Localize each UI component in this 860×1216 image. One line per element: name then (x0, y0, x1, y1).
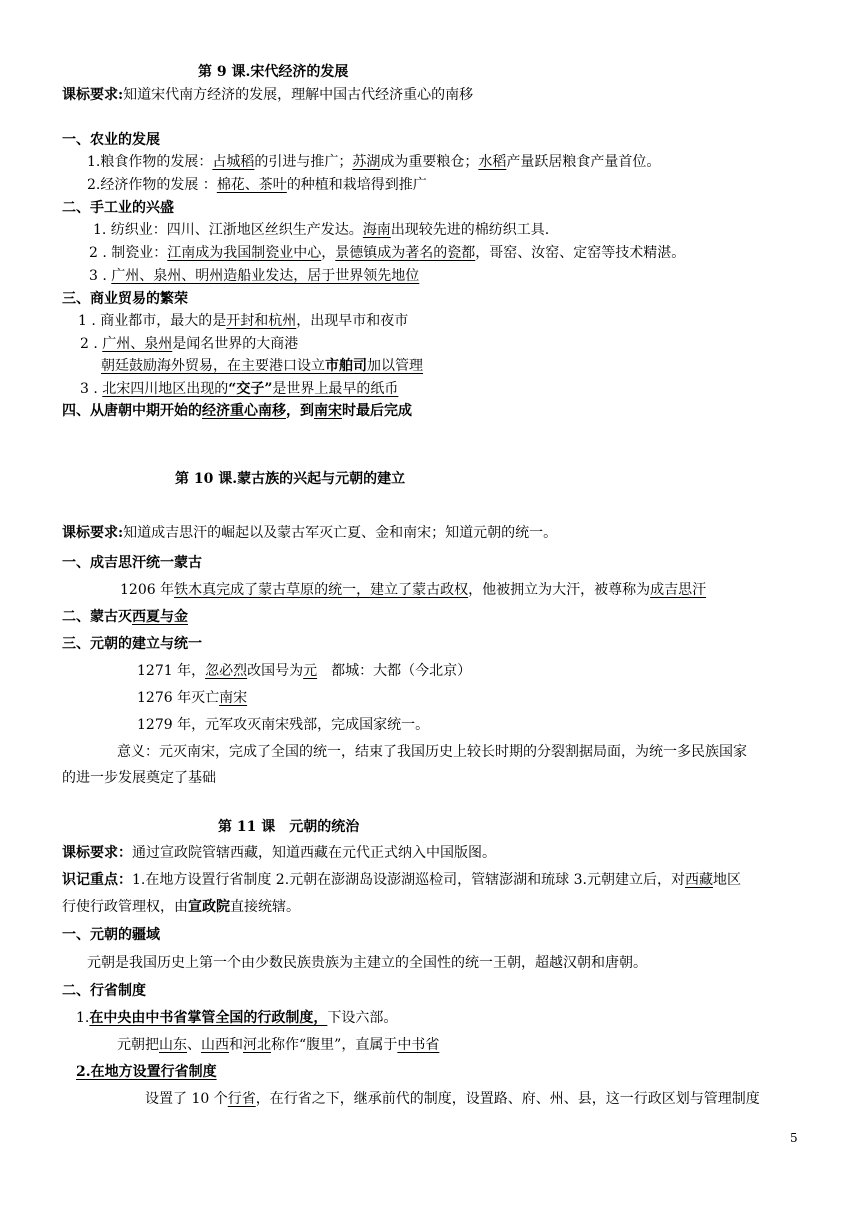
lesson10-title: 第 10 课.蒙古族的兴起与元朝的建立 (175, 471, 406, 487)
requirement-label: 课标要求： (62, 845, 132, 861)
section-heading: 一、元朝的疆域 (62, 927, 160, 943)
list-item: 3 . 广州、泉州、明州造船业发达，居于世界领先地位 (89, 268, 420, 284)
key-points: 识记重点：1.在地方设置行省制度 2.元朝在澎湖岛设澎湖巡检司，管辖澎湖和琉球 3.元朝建立后，对西藏地区 (62, 872, 741, 888)
paragraph: 的进一步发展奠定了基础 (62, 770, 216, 786)
list-item: 2 . 广州、泉州是闻名世界的大商港 (80, 336, 299, 352)
lesson9-requirement: 课标要求:知道宋代南方经济的发展，理解中国古代经济重心的南移 (62, 87, 474, 103)
lesson11-title: 第 11 课 元朝的统治 (218, 819, 360, 835)
section-heading: 二、行省制度 (62, 983, 146, 999)
page-number: 5 (790, 1131, 798, 1145)
section-heading: 二、蒙古灭西夏与金 (62, 609, 188, 625)
timeline-entry: 1271 年，忽必烈改国号为元 都城：大都（今北京） (137, 663, 472, 679)
list-item: 1 . 商业都市，最大的是开封和杭州，出现早市和夜市 (78, 313, 409, 329)
timeline-entry: 1279 年，元军攻灭南宋残部，完成国家统一。 (137, 717, 430, 733)
section-heading: 一、成吉思汗统一蒙古 (62, 555, 202, 571)
timeline-entry: 1276 年灭亡南宋 (137, 690, 248, 706)
requirement-label: 课标要求: (62, 525, 124, 541)
list-item: 朝廷鼓励海外贸易，在主要港口设立市舶司加以管理 (101, 358, 423, 374)
list-item: 3 . 北宋四川地区出现的“交子”是世界上最早的纸币 (80, 381, 399, 397)
lesson10-requirement: 课标要求:知道成吉思汗的崛起以及蒙古军灭亡夏、金和南宋；知道元朝的统一。 (62, 525, 558, 541)
requirement-label: 课标要求: (62, 87, 124, 103)
section-heading: 一、农业的发展 (62, 132, 160, 148)
list-item: 2.经济作物的发展 ：棉花、茶叶的种植和栽培得到推广 (87, 177, 427, 193)
section-heading: 二、手工业的兴盛 (62, 200, 174, 216)
paragraph: 设置了 10 个行省，在行省之下，继承前代的制度，设置路、府、州、县，这一行政区划与管理制度 (145, 1091, 760, 1107)
list-item: 1. 纺织业：四川、江浙地区丝织生产发达。海南出现较先进的棉纺织工具. (93, 222, 550, 238)
paragraph: 1206 年铁木真完成了蒙古草原的统一，建立了蒙古政权，他被拥立为大汗，被尊称为成吉思汗 (120, 582, 707, 598)
key-points: 行使行政管理权，由宣政院直接统辖。 (62, 899, 300, 915)
lesson9-title: 第 9 课.宋代经济的发展 (198, 64, 349, 80)
paragraph: 元朝把山东、山西和河北称作“腹里”，直属于中书省 (117, 1037, 440, 1053)
paragraph: 意义：元灭南宋，完成了全国的统一，结束了我国历史上较长时期的分裂割据局面，为统一多民族国家 (117, 744, 747, 760)
list-item: 2 . 制瓷业：江南成为我国制瓷业中心，景德镇成为著名的瓷都，哥窑、汝窑、定窑等技术精湛。 (89, 245, 686, 261)
sub-heading: 2.在地方设置行省制度 (76, 1064, 217, 1080)
section-heading: 三、元朝的建立与统一 (62, 636, 202, 652)
section-heading: 三、商业贸易的繁荣 (62, 291, 188, 307)
list-item: 1.粮食作物的发展：占城稻的引进与推广；苏湖成为重要粮仓；水稻产量跃居粮食产量首位。 (87, 154, 661, 170)
section-heading: 四、从唐朝中期开始的经济重心南移，到南宋时最后完成 (62, 403, 412, 419)
paragraph: 元朝是我国历史上第一个由少数民族贵族为主建立的全国性的统一王朝，超越汉朝和唐朝。 (87, 955, 647, 971)
list-item: 1.在中央由中书省掌管全国的行政制度，下设六部。 (76, 1010, 398, 1026)
lesson11-requirement: 课标要求：通过宣政院管辖西藏，知道西藏在元代正式纳入中国版图。 (62, 845, 496, 861)
